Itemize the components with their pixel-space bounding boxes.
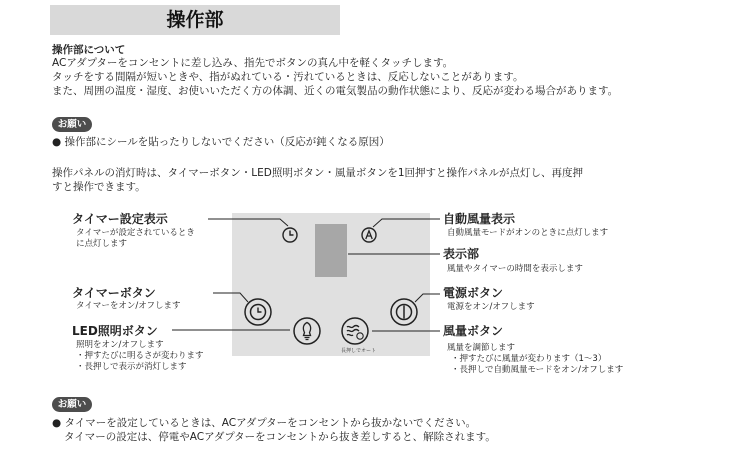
airflow-button-desc-3: ・長押しで自動風量モードをオン/オフします <box>451 365 624 375</box>
auto-airflow-desc-1: 自動風量モードがオンのときに点灯します <box>447 228 609 238</box>
note-badge: お願い <box>52 117 92 132</box>
led-button-desc-1: 照明をオン/オフします <box>76 340 164 350</box>
intro-line-1: 操作パネルの消灯時は、タイマーボタン・LED照明ボタン・風量ボタンを1回押すと操作パネルが点灯し、再度押 <box>52 167 584 179</box>
auto-airflow-title: 自動風量表示 <box>443 212 516 226</box>
led-button-desc-2: ・押すたびに明るさが変わります <box>76 351 204 361</box>
airflow-button-desc-2: ・押すたびに風量が変わります（1〜3） <box>451 354 607 364</box>
clock-icon <box>281 226 299 244</box>
power-button-title: 電源ボタン <box>443 286 504 300</box>
note2-badge: お願い <box>52 397 92 412</box>
power-button-desc-1: 電源をオン/オフします <box>447 302 535 312</box>
led-button-desc-3: ・長押しで表示が消灯します <box>76 362 187 372</box>
long-press-auto-label: 長押しでオート <box>341 348 377 354</box>
about-line-3: また、周囲の温度・湿度、お使いいただく方の体調、近くの電気製品の動作状態により、反応が変わる場合があります。 <box>52 85 619 97</box>
auto-a-icon <box>360 226 378 244</box>
timer-setting-desc-1: タイマーが設定されているとき <box>76 228 195 238</box>
display-desc-1: 風量やタイマーの時間を表示します <box>447 264 583 274</box>
about-line-2: タッチをする間隔が短いときや、指がぬれている・汚れているときは、反応しないことがあります。 <box>52 71 524 83</box>
led-button-title: LED照明ボタン <box>72 324 158 338</box>
timer-setting-desc-2: に点灯します <box>76 239 128 249</box>
display-title: 表示部 <box>443 247 480 261</box>
timer-button-desc-1: タイマーをオン/オフします <box>76 301 181 311</box>
timer-button-title: タイマーボタン <box>72 286 156 300</box>
note2-line-2: タイマーの設定は、停電やACアダプターをコンセントから抜き差しすると、解除されます。 <box>64 431 496 443</box>
airflow-button-desc-1: 風量を調節します <box>447 343 516 353</box>
note2-line-1: ● タイマーを設定しているときは、ACアダプターをコンセントから抜かないでください。 <box>52 417 477 429</box>
about-heading: 操作部について <box>52 44 126 56</box>
intro-line-2: すと操作できます。 <box>52 181 146 193</box>
about-line-1: ACアダプターをコンセントに差し込み、指先でボタンの真ん中を軽くタッチします。 <box>52 57 454 69</box>
power-button-power-icon[interactable] <box>389 297 419 327</box>
led-button-bulb-icon[interactable] <box>292 316 322 346</box>
note-text: ● 操作部にシールを貼ったりしないでください（反応が鈍くなる原因） <box>52 136 390 148</box>
timer-setting-title: タイマー設定表示 <box>72 212 168 226</box>
airflow-button-wind-icon[interactable] <box>340 316 370 346</box>
section-title: 操作部 <box>166 9 224 31</box>
timer-button-clock-icon[interactable] <box>243 297 273 327</box>
display-area <box>315 224 347 277</box>
airflow-button-title: 風量ボタン <box>443 324 504 338</box>
